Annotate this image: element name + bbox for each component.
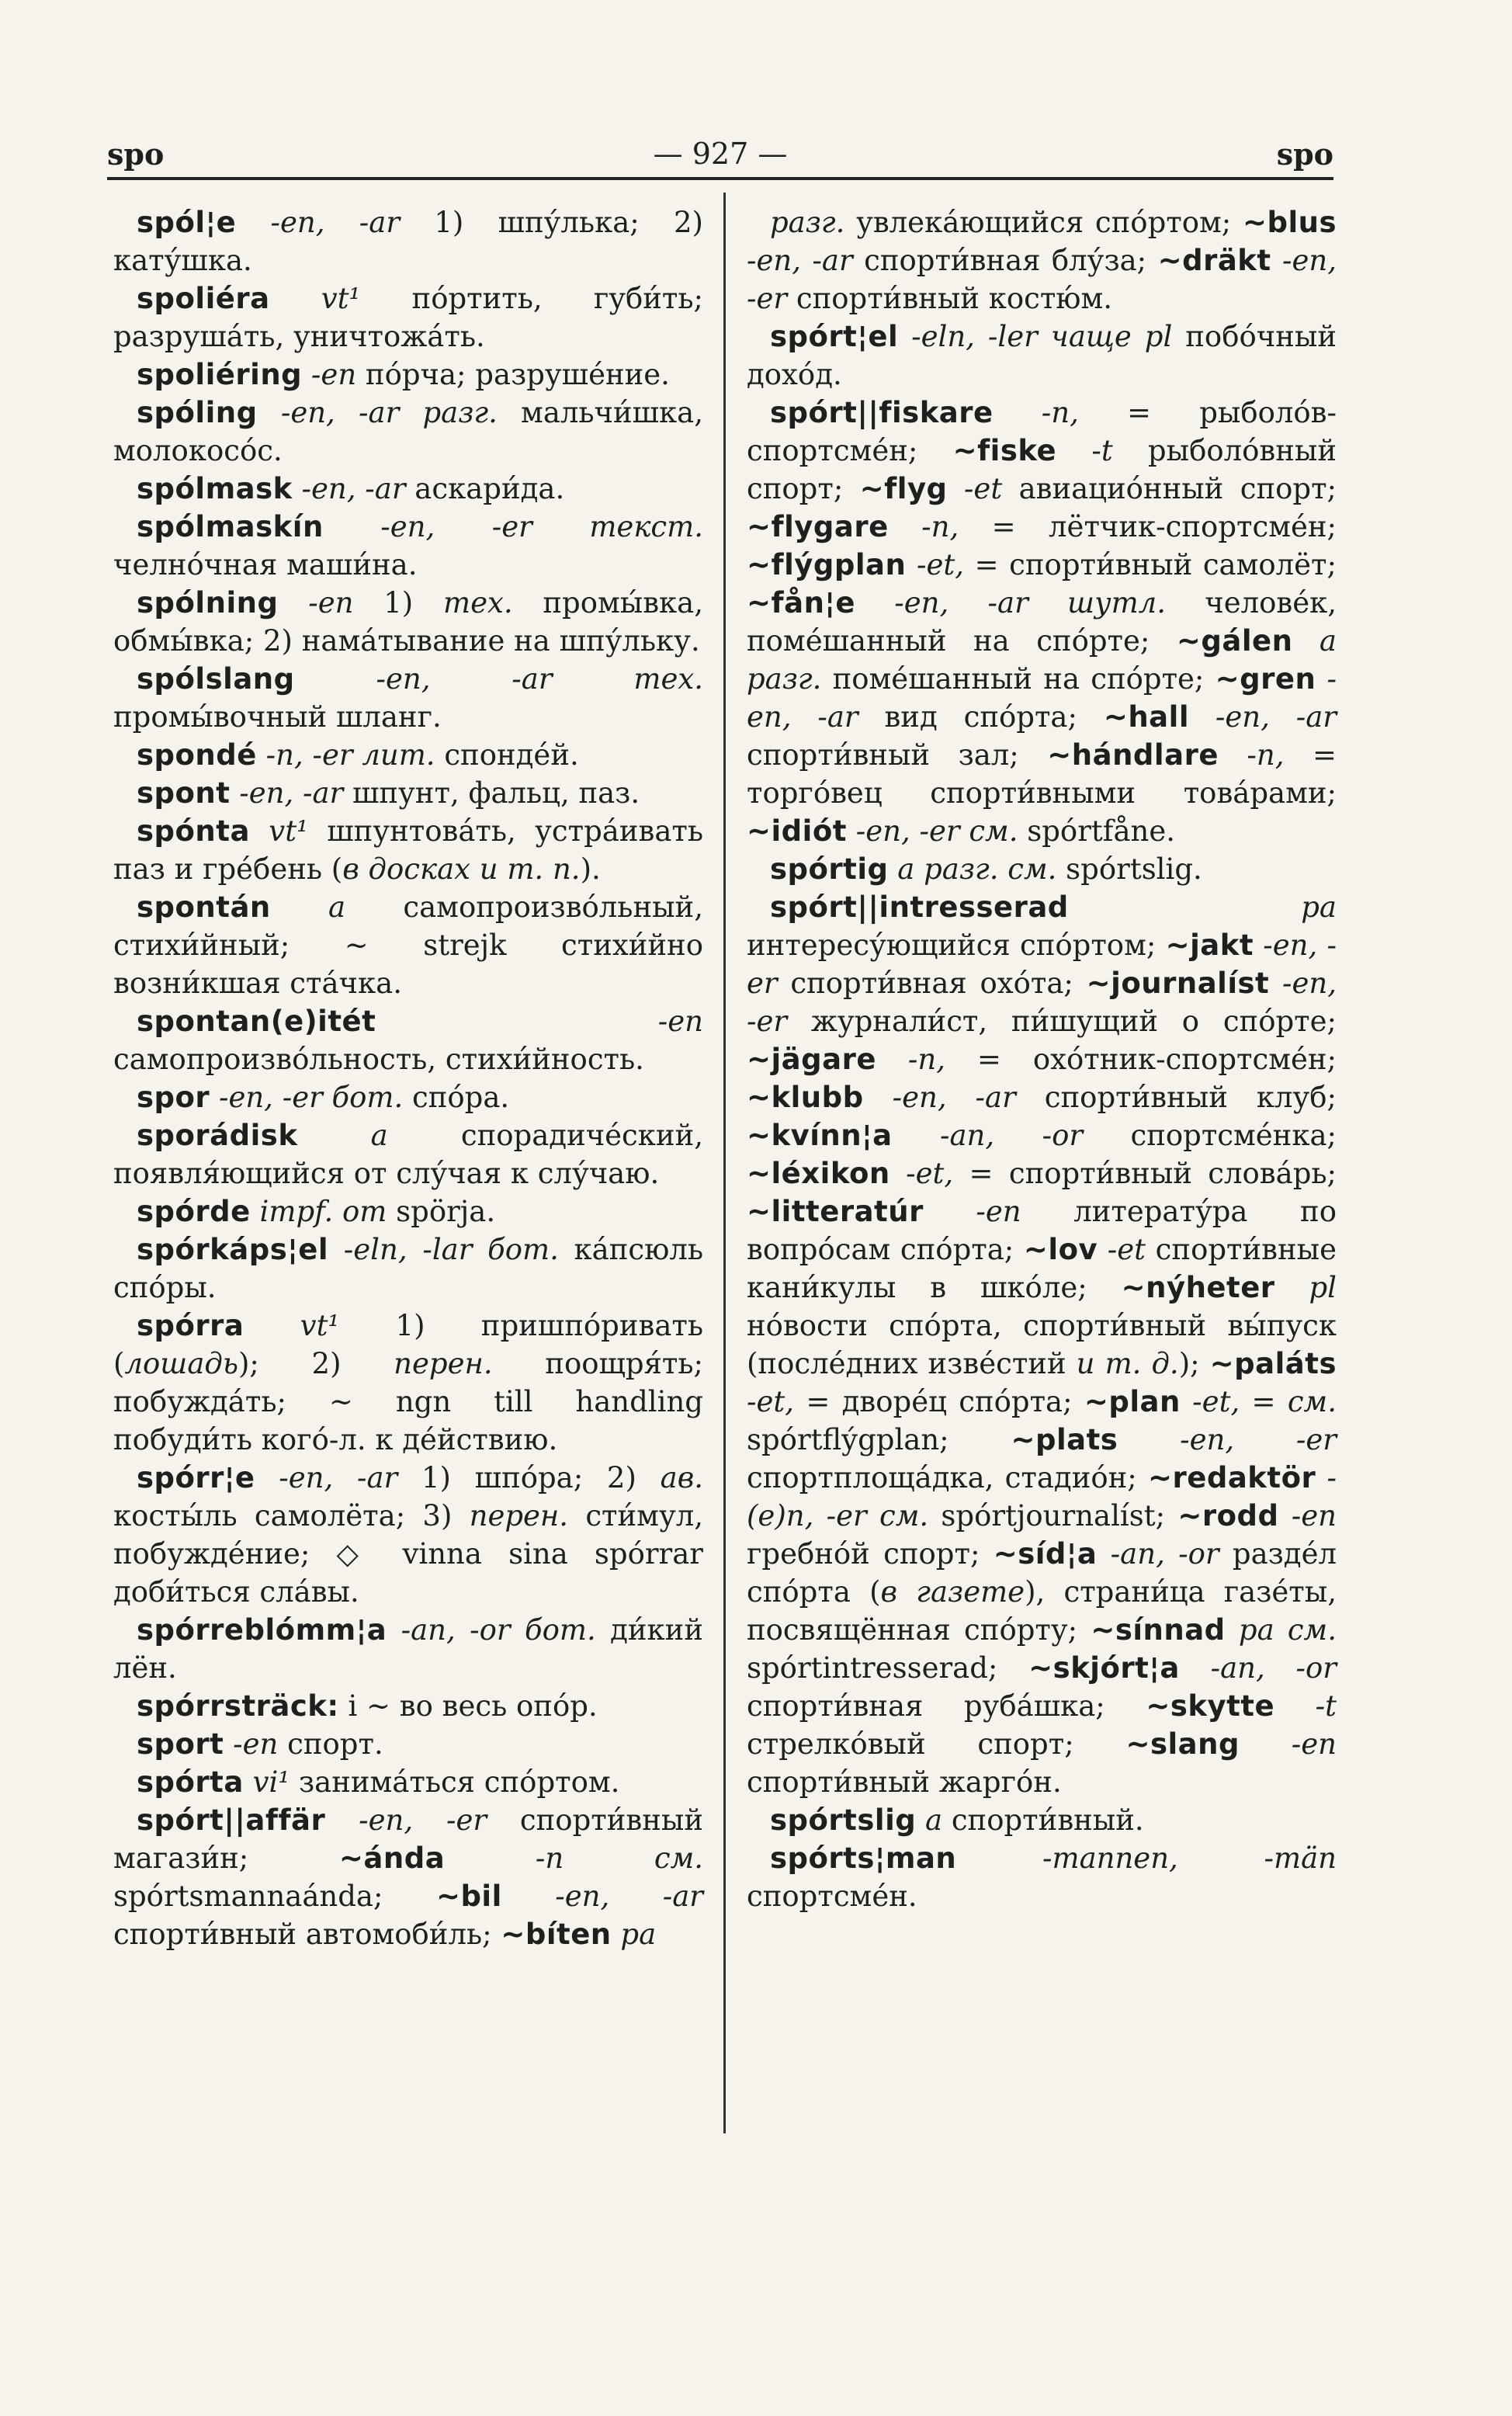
page-number: — 927 — [653, 137, 788, 171]
headword: spóling [137, 396, 258, 429]
definition-text: спорти́вный клуб; [1015, 1081, 1337, 1114]
headword: ~gálen [1176, 624, 1293, 658]
dictionary-entry [747, 203, 1337, 318]
headword: spórtig [770, 852, 889, 886]
grammar-note: ав. [660, 1461, 703, 1494]
headword: spórra [137, 1309, 244, 1342]
headword: spórtslig [770, 1803, 917, 1837]
dictionary-entry [113, 1192, 703, 1231]
headword: ~ánda [338, 1842, 446, 1875]
definition-text: spórtjournalíst; [928, 1499, 1178, 1533]
headword: spórt||affär [137, 1803, 326, 1837]
dictionary-entry [747, 1839, 1337, 1915]
grammar-note: -en, -er [325, 1803, 487, 1837]
dictionary-entry [747, 888, 1337, 1801]
definition-text: по́рча; разруше́ние. [356, 358, 670, 391]
headword: ~plats [1011, 1423, 1118, 1456]
grammar-note: -an, -or [892, 1119, 1084, 1152]
headword: ~blus [1242, 206, 1337, 239]
definition-text: ), страни́ца газе́ты, посвящённая спо́рту; [747, 1575, 1337, 1647]
definition-text: лётчик-спортсме́н; [1015, 510, 1337, 543]
dictionary-entry [747, 850, 1337, 888]
definition-text: челове́к, поме́шанный на спо́рте; [747, 586, 1337, 658]
headword: ~plan [1084, 1385, 1181, 1418]
header-rule [107, 177, 1333, 180]
grammar-note: -eln, -ler чаще pl [898, 320, 1173, 353]
headword: ~lov [1023, 1233, 1098, 1266]
definition-text: спорти́вный зал; [747, 738, 1048, 772]
definition-text: спорадичéский, появля́ющийся от слу́чая к слу́чаю. [113, 1119, 703, 1190]
headword: spontán [137, 890, 271, 924]
definition-text: увлека́ющийся спо́ртом; [844, 206, 1243, 239]
definition-text: промы́вка, обмы́вка; 2) нама́тывание на шпу́льку. [113, 586, 703, 658]
definition-text: ). [580, 852, 601, 886]
definition-text: спорт. [278, 1727, 383, 1761]
definition-text: спорти́вный костю́м. [787, 282, 1113, 315]
headword: ~nýheter [1121, 1271, 1275, 1304]
definition-text: spórtintresserad; [747, 1651, 1029, 1685]
headword: ~slang [1125, 1727, 1240, 1761]
grammar-note: тех. [442, 586, 513, 620]
definition-text: спорти́вный слова́рь; [993, 1157, 1337, 1190]
grammar-note: -n, = [876, 1043, 1001, 1076]
headword: spoliéra [137, 282, 270, 315]
definition-text: спорти́вный магази́н; [113, 1803, 703, 1875]
headword: ~sínnad [1091, 1613, 1226, 1647]
definition-text: авиацио́нный спорт; [1002, 472, 1337, 505]
headword: spól¦e [137, 206, 237, 239]
grammar-note: -en, -er [747, 929, 1337, 1000]
grammar-note: -en, -ar [747, 244, 853, 277]
definition-text: журнали́ст, пи́шущий о спо́рте; [787, 1005, 1337, 1038]
grammar-note: -en, -ar [230, 776, 344, 810]
grammar-note: -t [1274, 1689, 1337, 1723]
grammar-note: -an, -or бот. [387, 1613, 596, 1647]
headword: ~kvínn¦a [747, 1119, 893, 1152]
definition-text: самопроизво́льный, стихи́йный; ~ strejk стихи́йно возни́кшая ста́чка. [113, 890, 703, 1000]
grammar-note: a разг. [747, 624, 1337, 696]
grammar-note: -t [1056, 434, 1113, 467]
headword: spórr¦e [137, 1461, 255, 1494]
header-right-guide-word: spo [1276, 137, 1333, 172]
headword: spórt||intresserad [770, 890, 1069, 924]
definition-text: спортплоща́дка, стадио́н; [747, 1461, 1148, 1494]
grammar-note: pa [611, 1918, 657, 1951]
headword: ~paláts [1209, 1347, 1337, 1380]
definition-text: шпунт, фальц, паз. [343, 776, 640, 810]
grammar-note: -en, -er текст. [323, 510, 703, 543]
grammar-note: -en, -ar [236, 206, 401, 239]
grammar-note: -an, -or [1179, 1651, 1337, 1685]
grammar-note: -en, -ar [863, 1081, 1016, 1114]
headword: ~rodd [1177, 1499, 1279, 1533]
headword: spondé [137, 738, 257, 772]
headword: ~hándlare [1047, 738, 1219, 772]
definition-text: 1) пришпо́ривать ( [113, 1309, 703, 1380]
headword: spórde [137, 1195, 251, 1228]
grammar-note: -en [278, 586, 354, 620]
definition-text: spörja. [387, 1195, 496, 1228]
definition-text: ); 2) [238, 1347, 394, 1380]
definition-text: дворе́ц спо́рта; [830, 1385, 1084, 1418]
dictionary-entry [113, 1307, 703, 1459]
dictionary-entry [113, 812, 703, 888]
headword: ~hall [1103, 700, 1190, 734]
headword: ~síd¦a [993, 1537, 1098, 1571]
headword: ~gren [1215, 662, 1316, 696]
grammar-note: vi¹ [243, 1765, 290, 1799]
definition-text: мальчи́шка, молокосо́с. [113, 396, 703, 467]
headword: ~bíten [501, 1918, 612, 1951]
right-column [747, 203, 1337, 1915]
headword: ~fiske [952, 434, 1057, 467]
grammar-note: -et, = [906, 548, 999, 581]
grammar-note: -an, -or [1097, 1537, 1219, 1571]
headword: ~jägare [747, 1043, 876, 1076]
headword: spoliéring [137, 358, 303, 391]
definition-text: спорти́вный автомоби́ль; [113, 1918, 501, 1951]
definition-text: спорти́вная охо́та; [777, 967, 1087, 1000]
grammar-note: -en, -er [747, 244, 1337, 315]
grammar-note: a разг. см. [888, 852, 1057, 886]
dictionary-entry [113, 888, 703, 1002]
grammar-note: pa [1068, 890, 1337, 924]
grammar-note: -n см. [445, 1842, 704, 1875]
left-column [113, 203, 703, 1953]
grammar-note: в газете [880, 1575, 1025, 1609]
grammar-note: -en [224, 1727, 279, 1761]
dictionary-entry [113, 1116, 703, 1192]
grammar-note: pl [1274, 1271, 1337, 1304]
definition-text: поме́шанный на спо́рте; [821, 662, 1215, 696]
grammar-note: -eln, -lar бот. [328, 1233, 559, 1266]
dictionary-entry [113, 584, 703, 660]
grammar-note: -n, -er лит. [256, 738, 435, 772]
definition-text: 1) шпу́лька; 2) кату́шка. [113, 206, 703, 277]
headword: spólning [137, 586, 279, 620]
definition-text: промы́вочный шланг. [113, 700, 442, 734]
definition-text: spórtsmannaánda; [113, 1880, 436, 1913]
headword: ~fån¦e [747, 586, 856, 620]
definition-text: охо́тник-спортсме́н; [1000, 1043, 1337, 1076]
definition-text: интересу́ющийся спо́ртом; [747, 929, 1166, 962]
grammar-note: в досках и т. п. [342, 852, 581, 886]
headword: spórreblómm¦a [137, 1613, 387, 1647]
grammar-note: -n, = [993, 396, 1152, 429]
headword: ~skytte [1146, 1689, 1275, 1723]
definition-text: рыболо́в-спортсме́н; [747, 396, 1337, 467]
headword: sport [137, 1727, 224, 1761]
definition-text: торго́вец спорти́вными това́рами; [747, 776, 1337, 810]
headword: spórkáps¦el [137, 1233, 329, 1266]
dictionary-entry [113, 736, 703, 774]
definition-text: литерату́ра по вопро́сам спо́рта; [747, 1195, 1337, 1266]
grammar-note: -et, = см. [1180, 1385, 1337, 1418]
dictionary-entry [113, 356, 703, 394]
definition-text: но́вости спо́рта, спорти́вный вы́пуск (после́дних изве́стий [747, 1309, 1337, 1380]
definition-text: спорти́вный жарго́н. [747, 1765, 1062, 1799]
dictionary-entry [113, 1078, 703, 1116]
definition-text: спорти́вная блу́за; [852, 244, 1158, 277]
dictionary-entry [113, 774, 703, 812]
grammar-note: pa см. [1225, 1613, 1337, 1647]
definition-text: поощря́ть; побужда́ть; ~ ngn till handling побуди́ть кого́-л. к де́йствию. [113, 1347, 703, 1456]
grammar-note: -en, -er [1118, 1423, 1337, 1456]
definition-text: ди́кий лён. [113, 1613, 704, 1685]
grammar-note: -en, -ar [292, 472, 406, 505]
headword: ~idiót [747, 814, 847, 848]
headword: spónta [137, 814, 250, 848]
definition-text: самопроизво́льность, стихи́йность. [113, 1043, 644, 1076]
grammar-note: a [270, 890, 346, 924]
headword: ~klubb [747, 1081, 864, 1114]
grammar-note: -et, = [747, 1385, 831, 1418]
dictionary-entry [113, 1002, 703, 1078]
definition-text: спортсме́н. [747, 1880, 917, 1913]
grammar-note: лошадь [124, 1347, 238, 1380]
headword: spont [137, 776, 231, 810]
headword: spórrsträck: [137, 1689, 339, 1723]
definition-text: ка́псюль спо́ры. [113, 1233, 703, 1304]
definition-text: спорти́вные кани́кулы в шко́ле; [747, 1233, 1337, 1304]
grammar-note: перен. [394, 1347, 493, 1380]
header-left-guide-word: spo [107, 137, 165, 172]
headword: spórts¦man [770, 1842, 957, 1875]
headword: ~dräkt [1157, 244, 1271, 277]
grammar-note: перен. [469, 1499, 569, 1533]
definition-text: шпунтова́ть, устра́ивать паз и гре́бень ( [113, 814, 703, 886]
grammar-note: -en [376, 1005, 703, 1038]
dictionary-entry [113, 1801, 703, 1953]
grammar-note: -(e)n, -er см. [747, 1461, 1337, 1533]
grammar-note: vt¹ [244, 1309, 340, 1342]
grammar-note: -en, -ar [255, 1461, 398, 1494]
definition-text: занима́ться спо́ртом. [290, 1765, 620, 1799]
headword: spórt¦el [770, 320, 899, 353]
grammar-note: -en [1278, 1499, 1337, 1533]
headword: ~flýgplan [747, 548, 907, 581]
definition-text: вид спо́рта; [858, 700, 1104, 734]
dictionary-entry [113, 1687, 703, 1725]
headword: spólmaskín [137, 510, 324, 543]
dictionary-entry [113, 660, 703, 736]
definition-text: spórtslig. [1056, 852, 1202, 886]
grammar-note: -en, -ar шутл. [855, 586, 1166, 620]
dictionary-entry [113, 279, 703, 356]
grammar-note: -mannen, -män [956, 1842, 1337, 1875]
grammar-note: vt¹ [249, 814, 308, 848]
grammar-note: -en, -er бот. [210, 1081, 404, 1114]
definition-text: спортсме́нка; [1083, 1119, 1337, 1152]
definition-text: спонде́й. [435, 738, 579, 772]
definition-text: гребно́й спорт; [747, 1537, 994, 1571]
headword: ~léxikon [747, 1157, 890, 1190]
definition-text: спорти́вный самолёт; [998, 548, 1337, 581]
definition-text: спорти́вный. [942, 1803, 1144, 1837]
grammar-note: a [297, 1119, 388, 1152]
headword: spórta [137, 1765, 244, 1799]
definition-text: стрелко́вый спорт; [747, 1727, 1126, 1761]
headword: spor [137, 1081, 210, 1114]
grammar-note: -en, -ar тех. [294, 662, 703, 696]
grammar-note: -en, -ar [747, 662, 1337, 734]
dictionary-entry [113, 1763, 703, 1801]
dictionary-entry [113, 470, 703, 508]
definition-text: по́ртить, губи́ть; разруша́ть, уничтожа́ть. [113, 282, 703, 353]
headword: spontan(e)itét [137, 1005, 376, 1038]
definition-text: косты́ль самолёта; 3) [113, 1499, 470, 1533]
grammar-note: -n, = [1218, 738, 1337, 772]
dictionary-entry [747, 1801, 1337, 1839]
grammar-note: vt¹ [269, 282, 361, 315]
grammar-note: -et [947, 472, 1003, 505]
dictionary-entry [113, 508, 703, 584]
dictionary-entry [113, 1611, 703, 1687]
definition-text: spórtflýgplan; [747, 1423, 1011, 1456]
definition-text: челно́чная маши́на. [113, 548, 418, 581]
column-divider [723, 193, 726, 2133]
dictionary-entry [113, 1459, 703, 1611]
grammar-note: -en, -er [747, 967, 1337, 1038]
grammar-note: -en, -ar [501, 1880, 703, 1913]
grammar-note: a [916, 1803, 943, 1837]
headword: ~skjórt¦a [1028, 1651, 1180, 1685]
definition-text: спо́ра. [403, 1081, 510, 1114]
page-header [107, 130, 1333, 177]
headword: spólmask [137, 472, 293, 505]
headword: ~flyg [859, 472, 948, 505]
headword: ~flygare [747, 510, 889, 543]
definition-text: рыболо́вный спорт; [747, 434, 1337, 505]
headword: ~journalíst [1086, 967, 1270, 1000]
grammar-note: -n, = [888, 510, 1016, 543]
headword: ~bil [435, 1880, 502, 1913]
grammar-note: -en [923, 1195, 1021, 1228]
definition-text: побо́чный дохо́д. [747, 320, 1337, 391]
headword: sporádisk [137, 1119, 298, 1152]
definition-text: спорти́вная руба́шка; [747, 1689, 1146, 1723]
grammar-note: -en, -ar [1189, 700, 1337, 734]
dictionary-entry [113, 1725, 703, 1763]
definition-text: сти́мул, побужде́ние; ◇ vinna sina spórrar доби́ться сла́вы. [113, 1499, 703, 1609]
grammar-note: разг. [770, 206, 845, 239]
headword: spólslang [137, 662, 295, 696]
headword: ~litteratúr [747, 1195, 924, 1228]
definition-text: аскари́да. [405, 472, 565, 505]
dictionary-entry [113, 1231, 703, 1307]
grammar-note: impf. от [250, 1195, 387, 1228]
definition-text: ); [1178, 1347, 1210, 1380]
grammar-note: -et, = [890, 1157, 994, 1190]
definition-text: i ~ во весь опо́р. [338, 1689, 598, 1723]
grammar-note: -et [1098, 1233, 1146, 1266]
dictionary-entry [747, 318, 1337, 394]
definition-text: 1) шпо́ра; 2) [397, 1461, 661, 1494]
definition-text: разде́л спо́рта ( [747, 1537, 1337, 1609]
grammar-note: и т. д. [1076, 1347, 1179, 1380]
grammar-note: -en, -ar разг. [257, 396, 498, 429]
headword: ~redaktör [1148, 1461, 1316, 1494]
headword: ~jakt [1165, 929, 1254, 962]
definition-text: spórtfåne. [1018, 814, 1176, 848]
dictionary-entry [747, 394, 1337, 850]
dictionary-entry [113, 203, 703, 279]
grammar-note: -en, -er см. [846, 814, 1018, 848]
headword: spórt||fiskare [770, 396, 994, 429]
grammar-note: -en [302, 358, 357, 391]
grammar-note: -en [1239, 1727, 1337, 1761]
definition-text: 1) [353, 586, 443, 620]
dictionary-entry [113, 394, 703, 470]
